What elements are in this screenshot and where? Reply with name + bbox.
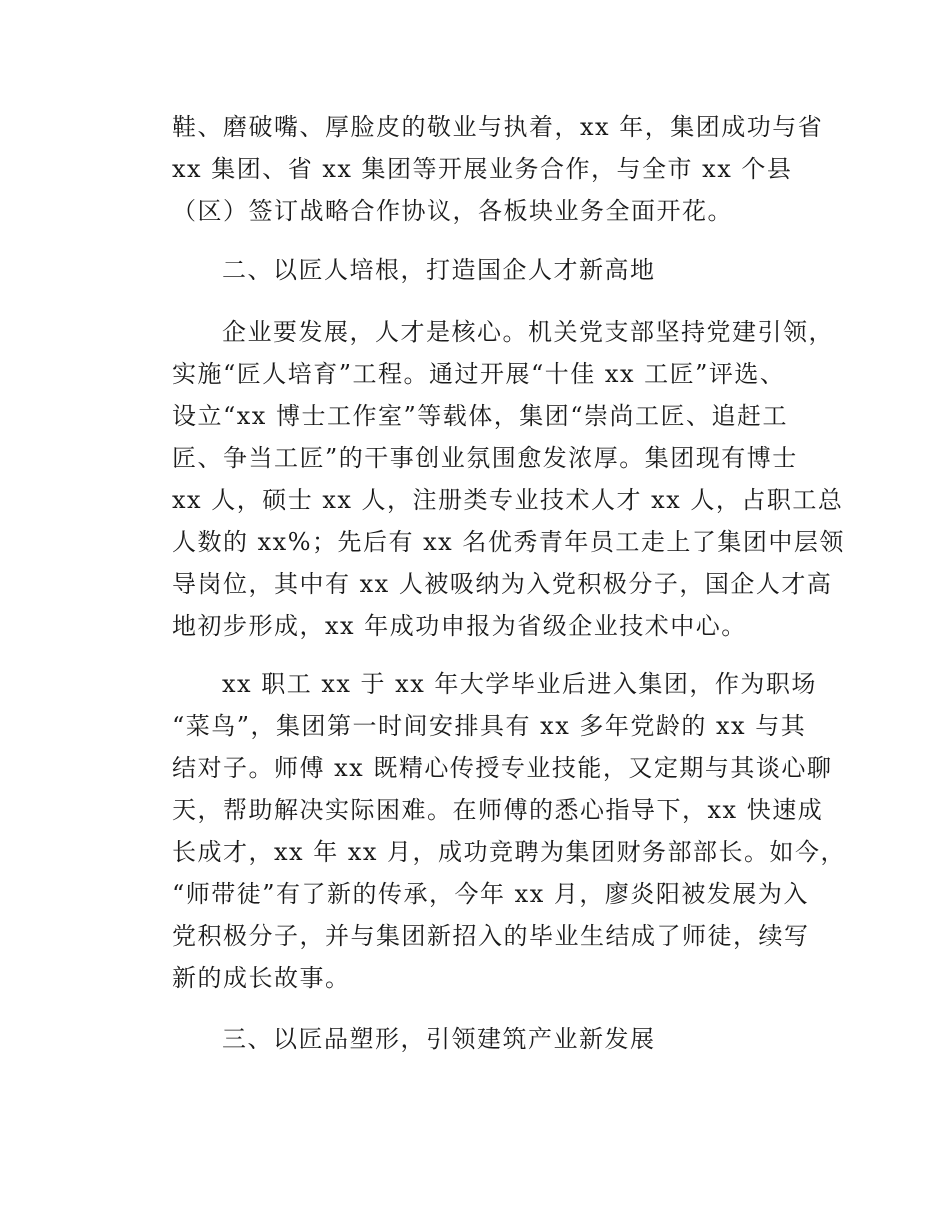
text-line: （区）签订战略合作协议，各板块业务全面开花。 bbox=[172, 197, 733, 225]
text-line: 长成才，xx 年 xx 月，成功竞聘为集团财务部部长。如今， bbox=[172, 838, 847, 866]
text-line: 天，帮助解决实际困难。在师傅的悉心指导下，xx 快速成 bbox=[172, 796, 824, 824]
text-line: 地初步形成，xx 年成功申报为省级企业技术中心。 bbox=[172, 612, 747, 640]
text-line: “师带徒”有了新的传承，今年 xx 月，廖炎阳被发展为入 bbox=[172, 880, 809, 908]
heading-text: 三、以匠品塑形，引领建筑产业新发展 bbox=[222, 1025, 656, 1053]
paragraph-mentorship bbox=[172, 663, 847, 999]
text-line: 鞋、磨破嘴、厚脸皮的敬业与执着，xx 年，集团成功与省 bbox=[172, 113, 824, 141]
text-line: 企业要发展，人才是核心。机关党支部坚持党建引领， bbox=[222, 318, 834, 346]
text-line: xx 职工 xx 于 xx 年大学毕业后进入集团，作为职场 bbox=[222, 670, 817, 698]
text-line: 匠、争当工匠”的干事创业氛围愈发浓厚。集团现有博士 bbox=[172, 444, 798, 472]
section-heading-3 bbox=[172, 1018, 812, 1060]
text-line: xx 集团、省 xx 集团等开展业务合作，与全市 xx 个县 bbox=[172, 155, 793, 183]
section-heading-2 bbox=[172, 249, 812, 291]
text-line: 党积极分子，并与集团新招入的毕业生结成了师徒，续写 bbox=[172, 922, 810, 950]
text-line: 导岗位，其中有 xx 人被吸纳为入党积极分子，国企人才高 bbox=[172, 570, 833, 598]
paragraph-talent bbox=[172, 311, 845, 647]
text-line: xx 人，硕士 xx 人，注册类专业技术人才 xx 人，占职工总 bbox=[172, 486, 844, 514]
paragraph-continuation bbox=[172, 106, 824, 232]
text-line: 人数的 xx%；先后有 xx 名优秀青年员工走上了集团中层领 bbox=[172, 528, 845, 556]
text-line: “菜鸟”，集团第一时间安排具有 xx 多年党龄的 xx 与其 bbox=[172, 712, 807, 740]
text-line: 新的成长故事。 bbox=[172, 964, 351, 992]
text-line: 设立“xx 博士工作室”等载体，集团“崇尚工匠、追赶工 bbox=[172, 402, 789, 430]
text-line: 实施“匠人培育”工程。通过开展“十佳 xx 工匠”评选、 bbox=[172, 360, 786, 388]
text-line: 结对子。师傅 xx 既精心传授专业技能，又定期与其谈心聊 bbox=[172, 754, 833, 782]
heading-text: 二、以匠人培根，打造国企人才新高地 bbox=[222, 256, 656, 284]
